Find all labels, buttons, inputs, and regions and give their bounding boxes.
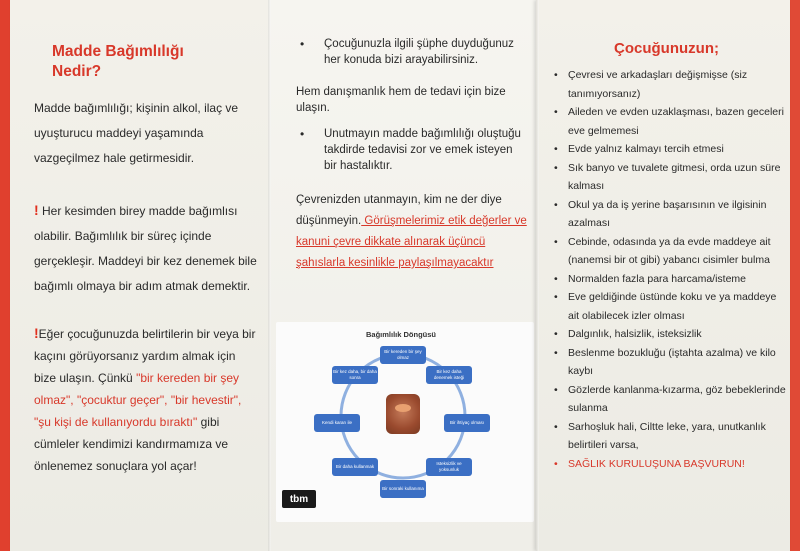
privacy-red-text: Görüşmelerimiz etik değerler ve kanuni çevre dikkate alınarak üçüncü şahıslarla kesinlikle paylaşılmayacaktır <box>296 215 527 269</box>
left-title: Madde Bağımlılığı Nedir? <box>52 43 184 80</box>
list-item <box>546 325 786 344</box>
bullet-icon: • <box>554 69 558 81</box>
risk-paragraph <box>34 198 260 299</box>
addiction-cycle-diagram <box>276 322 534 522</box>
symptom-text: Gözlerde kanlanma-kızarma, göz bebeklerinde sulanma <box>568 383 786 414</box>
list-item <box>546 66 786 103</box>
warning-text-a: Eğer çocuğunuzda belirtilerin bir veya bir kaçını görüyorsanız yardım almak için bize ulaşın. Çünkü <box>34 327 256 385</box>
symptom-text: Dalgınlık, halsizlik, isteksizlik <box>568 328 702 340</box>
bullet-icon: • <box>554 291 558 303</box>
warning-paragraph <box>34 322 260 477</box>
cycle-node: Bir daha kullanmak <box>332 458 378 476</box>
tbm-logo: tbm <box>282 490 316 508</box>
warning-quotes: "bir kereden bir şey olmaz", "çocuktur geçer", "bir hevestir", "şu kişi de kullanıyordu bıraktı" <box>34 371 242 429</box>
bullet-text: Çocuğunuzla ilgili şüphe duyduğunuz her konuda bizi arayabilirsiniz. <box>324 38 514 66</box>
bullet-icon: • <box>554 198 558 211</box>
list-item <box>546 455 786 474</box>
fold-line <box>536 0 539 551</box>
list-item <box>294 126 526 174</box>
call-to-action: SAĞLIK KURULUŞUNA BAŞVURUN! <box>568 457 745 470</box>
cycle-node: Bir kez daha denemek isteği <box>426 366 472 384</box>
list-item <box>546 233 786 270</box>
bullet-icon: • <box>554 383 558 396</box>
list-item <box>546 140 786 159</box>
bullet-icon: • <box>554 143 558 155</box>
symptom-text: Sık banyo ve tuvalete gitmesi, orda uzun süre kalması <box>568 161 781 192</box>
list-item <box>546 381 786 418</box>
list-item <box>546 270 786 289</box>
exclamation-icon: ! <box>34 325 39 341</box>
face-image <box>386 394 420 434</box>
list-item <box>546 159 786 196</box>
symptom-text: Aileden ve evden uzaklaşması, bazen geceleri eve gelmemesi <box>568 106 784 137</box>
symptom-text: Evde yalnız kalmayı tercih etmesi <box>568 143 724 155</box>
bullet-icon: • <box>554 457 558 470</box>
diagram-title: Bağımlılık Döngüsü <box>366 330 437 339</box>
cycle-node: Kendi kararı ile <box>314 414 360 432</box>
symptom-text: Çevresi ve arkadaşları değişmişse (siz tanımıyorsanız) <box>568 69 748 100</box>
symptom-text: Cebinde, odasında ya da evde maddeye ait (nanemsi bir ot gibi) yabancı cisimler bulma <box>568 235 771 266</box>
bullet-icon: • <box>554 272 558 285</box>
bullet-icon: • <box>300 127 305 141</box>
list-item <box>546 344 786 381</box>
warning-text-b: gibi cümleler kendimizi kandırmamıza ve önlenemez sonuçlara yol açar! <box>34 415 229 473</box>
privacy-paragraph <box>296 190 532 274</box>
risk-text: Her kesimden birey madde bağımlısı olabilir. Bağımlılık bir süreç içinde gerçekleşir. Maddeyi bir kez denemek bile bağımlı olmaya bir adım atmak demektir. <box>34 204 257 293</box>
symptom-text: Normalden fazla para harcama/isteme <box>568 272 746 285</box>
definition-paragraph: Madde bağımlılığı; kişinin alkol, ilaç ve uyuşturucu maddeyi yaşamında vazgeçilmez hale getirmesidir. <box>34 101 239 165</box>
right-title: Çocuğunuzun; <box>614 40 719 57</box>
symptom-text: Sarhoşluk hali, Ciltte leke, yara, unutkanlık belirtileri varsa, <box>568 420 766 451</box>
list-item <box>546 288 786 325</box>
cycle-node: Bir kereden bir şey olmaz <box>380 346 426 364</box>
cycle-node: Isteksizlik ve yoksunluk <box>426 458 472 476</box>
symptom-text: Okul ya da iş yerine başarısının ve ilgisinin azalması <box>568 198 767 229</box>
contact-paragraph: Hem danışmanlık hem de tedavi için bize ulaşın. <box>296 86 506 114</box>
cycle-node: Bir ihtiyaç olması <box>444 414 490 432</box>
right-panel <box>536 0 790 551</box>
bullet-icon: • <box>554 328 558 340</box>
list-item <box>294 36 526 68</box>
list-item <box>546 418 786 455</box>
exclamation-icon: ! <box>34 202 39 218</box>
symptom-text: Eve geldiğinde üstünde koku ve ya maddeye ait olabilecek izler olması <box>568 291 777 322</box>
list-item <box>546 103 786 140</box>
bullet-icon: • <box>554 235 558 248</box>
bullet-icon: • <box>554 420 558 433</box>
middle-bullets-2 <box>294 126 526 174</box>
cycle-node: Bir kez daha, bir daha sonra <box>332 366 378 384</box>
bullet-icon: • <box>554 346 558 359</box>
privacy-text: Çevrenizden utanmayın, kim ne der diye düşünmeyin. <box>296 194 502 227</box>
bullet-icon: • <box>554 106 558 118</box>
symptom-text: Beslenme bozukluğu (iştahta azalma) ve kilo kaybı <box>568 346 776 377</box>
left-panel <box>10 0 268 551</box>
middle-panel <box>268 0 536 551</box>
symptom-list <box>546 66 786 473</box>
bullet-text: Unutmayın madde bağımlılığı oluştuğu takdirde tedavisi zor ve emek isteyen bir hastalıktır. <box>324 128 521 172</box>
middle-bullets <box>294 36 526 68</box>
list-item <box>546 196 786 233</box>
cycle-node: Bir sonraki kullanıma <box>380 480 426 498</box>
bullet-icon: • <box>300 37 305 51</box>
fold-line <box>268 0 271 551</box>
bullet-icon: • <box>554 161 558 174</box>
